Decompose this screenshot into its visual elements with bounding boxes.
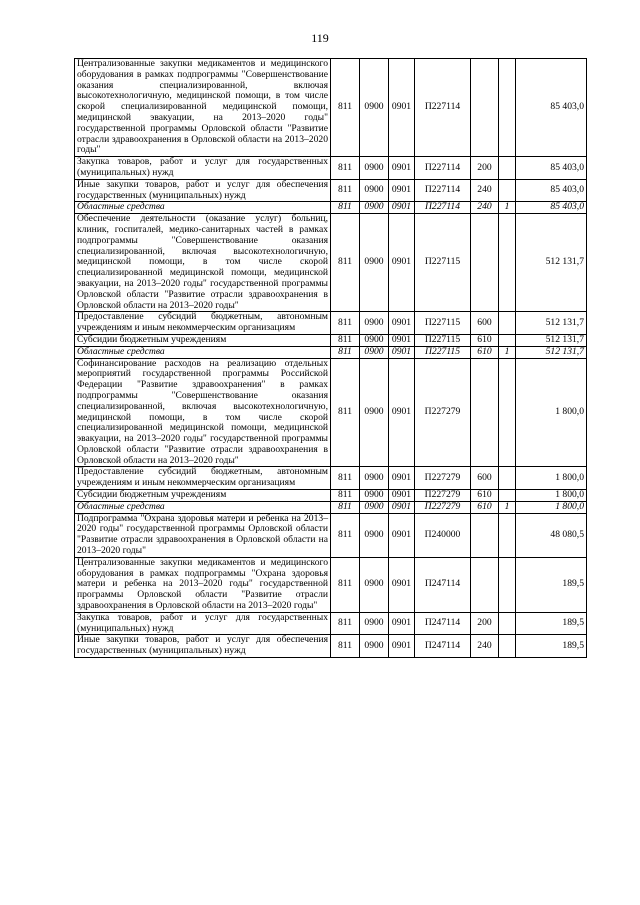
table-row xyxy=(75,312,587,335)
row-department-code: 811 xyxy=(331,467,360,490)
row-section-code: 0900 xyxy=(360,334,389,346)
table-row xyxy=(75,501,587,513)
table-row xyxy=(75,202,587,214)
row-description: Областные средства xyxy=(75,202,331,214)
row-section-code: 0900 xyxy=(360,214,389,312)
row-department-code: 811 xyxy=(331,312,360,335)
row-subsection-code: 0901 xyxy=(389,467,415,490)
row-description: Централизованные закупки медикаментов и медицинского оборудования в рамках подпрограммы "Совершенствование оказания специализированной, включая высокотехнологичную, медицинской помощи, в том числе скорой специализированной медицинской помощи, медицинской эвакуации, на 2013–2020 годы" государственной программы Орловской области "Развитие отрасли здравоохранения в Орловской области на 2013–2020 годы" xyxy=(75,59,331,157)
row-description: Иные закупки товаров, работ и услуг для обеспечения государственных (муниципальных) нужд xyxy=(75,179,331,202)
row-subsection-code: 0901 xyxy=(389,501,415,513)
row-subsection-code: 0901 xyxy=(389,179,415,202)
row-subsection-code: 0901 xyxy=(389,346,415,358)
row-target-article: П227115 xyxy=(415,334,471,346)
row-department-code: 811 xyxy=(331,214,360,312)
row-target-article: П227115 xyxy=(415,346,471,358)
row-subsection-code: 0901 xyxy=(389,490,415,502)
page-number: 119 xyxy=(311,31,329,45)
row-expense-type: 610 xyxy=(471,334,499,346)
row-description: Субсидии бюджетным учреждениям xyxy=(75,490,331,502)
row-amount: 85 403,0 xyxy=(516,157,587,180)
row-description: Иные закупки товаров, работ и услуг для обеспечения государственных (муниципальных) нужд xyxy=(75,635,331,658)
row-funding-source: 1 xyxy=(499,501,516,513)
row-funding-source xyxy=(499,358,516,467)
row-target-article: П227114 xyxy=(415,157,471,180)
row-expense-type: 240 xyxy=(471,202,499,214)
row-amount: 189,5 xyxy=(516,635,587,658)
row-subsection-code: 0901 xyxy=(389,612,415,635)
row-expense-type: 610 xyxy=(471,490,499,502)
row-description: Предоставление субсидий бюджетным, автономным учреждениям и иным некоммерческим организациям xyxy=(75,312,331,335)
row-funding-source xyxy=(499,179,516,202)
row-description: Софинансирование расходов на реализацию отдельных мероприятий государственной программы Российской Федерации "Развитие здравоохранения" в рамках подпрограммы "Совершенствование оказания специализированной, включая высокотехнологичную, медицинской помощи, в том числе скорой специализированной медицинской помощи, медицинской эвакуации, на 2013–2020 годы" государственной программы Орловской области "Развитие отрасли здравоохранения в Орловской области на 2013–2020 годы" xyxy=(75,358,331,467)
row-section-code: 0900 xyxy=(360,346,389,358)
row-description: Областные средства xyxy=(75,346,331,358)
row-description: Областные средства xyxy=(75,501,331,513)
row-department-code: 811 xyxy=(331,358,360,467)
row-funding-source xyxy=(499,490,516,502)
row-section-code: 0900 xyxy=(360,557,389,612)
row-expense-type: 200 xyxy=(471,612,499,635)
row-amount: 189,5 xyxy=(516,557,587,612)
row-subsection-code: 0901 xyxy=(389,358,415,467)
row-target-article: П227279 xyxy=(415,490,471,502)
row-funding-source xyxy=(499,214,516,312)
row-section-code: 0900 xyxy=(360,513,389,557)
row-target-article: П247114 xyxy=(415,557,471,612)
row-department-code: 811 xyxy=(331,557,360,612)
row-amount: 512 131,7 xyxy=(516,214,587,312)
row-section-code: 0900 xyxy=(360,635,389,658)
row-department-code: 811 xyxy=(331,179,360,202)
row-description: Обеспечение деятельности (оказание услуг) больниц, клиник, госпиталей, медико-санитарных частей в рамках подпрограммы "Совершенствование оказания специализированной, включая высокотехнологичную, медицинской помощи, в том числе скорой специализированной медицинской помощи, медицинской эвакуации, на 2013–2020 годы" государственной программы Орловской области "Развитие отрасли здравоохранения в Орловской области на 2013–2020 годы" xyxy=(75,214,331,312)
row-funding-source xyxy=(499,513,516,557)
row-description: Закупка товаров, работ и услуг для государственных (муниципальных) нужд xyxy=(75,157,331,180)
row-target-article: П247114 xyxy=(415,635,471,658)
row-amount: 512 131,7 xyxy=(516,334,587,346)
row-expense-type: 200 xyxy=(471,157,499,180)
row-funding-source xyxy=(499,467,516,490)
row-subsection-code: 0901 xyxy=(389,312,415,335)
row-description: Субсидии бюджетным учреждениям xyxy=(75,334,331,346)
row-target-article: П240000 xyxy=(415,513,471,557)
row-department-code: 811 xyxy=(331,157,360,180)
row-amount: 1 800,0 xyxy=(516,467,587,490)
row-target-article: П227114 xyxy=(415,179,471,202)
row-amount: 85 403,0 xyxy=(516,202,587,214)
row-amount: 85 403,0 xyxy=(516,179,587,202)
row-expense-type: 600 xyxy=(471,467,499,490)
row-description: Централизованные закупки медикаментов и медицинского оборудования в рамках подпрограммы "Охрана здоровья матери и ребенка на 2013–2020 годы" государственной программы Орловской области "Развитие отрасли здравоохранения в Орловской области на 2013–2020 годы" xyxy=(75,557,331,612)
row-description: Предоставление субсидий бюджетным, автономным учреждениям и иным некоммерческим организациям xyxy=(75,467,331,490)
row-expense-type xyxy=(471,358,499,467)
table-row xyxy=(75,157,587,180)
row-subsection-code: 0901 xyxy=(389,334,415,346)
row-funding-source: 1 xyxy=(499,346,516,358)
table-row xyxy=(75,179,587,202)
row-subsection-code: 0901 xyxy=(389,214,415,312)
row-expense-type xyxy=(471,557,499,612)
row-subsection-code: 0901 xyxy=(389,202,415,214)
row-funding-source xyxy=(499,334,516,346)
row-section-code: 0900 xyxy=(360,179,389,202)
row-expense-type xyxy=(471,214,499,312)
row-funding-source xyxy=(499,312,516,335)
row-expense-type: 600 xyxy=(471,312,499,335)
row-department-code: 811 xyxy=(331,490,360,502)
row-amount: 1 800,0 xyxy=(516,490,587,502)
table-row xyxy=(75,214,587,312)
row-section-code: 0900 xyxy=(360,467,389,490)
row-amount: 512 131,7 xyxy=(516,312,587,335)
row-amount: 85 403,0 xyxy=(516,59,587,157)
row-expense-type: 610 xyxy=(471,501,499,513)
row-section-code: 0900 xyxy=(360,202,389,214)
row-funding-source xyxy=(499,612,516,635)
row-target-article: П247114 xyxy=(415,612,471,635)
row-department-code: 811 xyxy=(331,346,360,358)
row-section-code: 0900 xyxy=(360,490,389,502)
row-target-article: П227115 xyxy=(415,312,471,335)
row-subsection-code: 0901 xyxy=(389,513,415,557)
row-funding-source: 1 xyxy=(499,202,516,214)
table-row xyxy=(75,467,587,490)
row-target-article: П227115 xyxy=(415,214,471,312)
row-funding-source xyxy=(499,557,516,612)
row-section-code: 0900 xyxy=(360,157,389,180)
row-department-code: 811 xyxy=(331,513,360,557)
table-row xyxy=(75,358,587,467)
row-amount: 512 131,7 xyxy=(516,346,587,358)
row-target-article: П227114 xyxy=(415,202,471,214)
row-section-code: 0900 xyxy=(360,312,389,335)
table-row xyxy=(75,612,587,635)
row-department-code: 811 xyxy=(331,334,360,346)
row-subsection-code: 0901 xyxy=(389,59,415,157)
row-amount: 1 800,0 xyxy=(516,358,587,467)
row-section-code: 0900 xyxy=(360,59,389,157)
table-row xyxy=(75,346,587,358)
row-section-code: 0900 xyxy=(360,501,389,513)
row-expense-type: 240 xyxy=(471,179,499,202)
row-department-code: 811 xyxy=(331,612,360,635)
row-amount: 1 800,0 xyxy=(516,501,587,513)
row-target-article: П227279 xyxy=(415,501,471,513)
row-description: Подпрограмма "Охрана здоровья матери и ребенка на 2013–2020 годы" государственной программы Орловской области "Развитие отрасли здравоохранения в Орловской области на 2013–2020 годы" xyxy=(75,513,331,557)
budget-table xyxy=(74,58,587,658)
table-row xyxy=(75,513,587,557)
row-amount: 48 080,5 xyxy=(516,513,587,557)
row-expense-type xyxy=(471,59,499,157)
row-target-article: П227114 xyxy=(415,59,471,157)
row-department-code: 811 xyxy=(331,635,360,658)
row-section-code: 0900 xyxy=(360,612,389,635)
row-funding-source xyxy=(499,635,516,658)
row-section-code: 0900 xyxy=(360,358,389,467)
table-row xyxy=(75,557,587,612)
row-expense-type xyxy=(471,513,499,557)
row-subsection-code: 0901 xyxy=(389,157,415,180)
row-funding-source xyxy=(499,59,516,157)
row-target-article: П227279 xyxy=(415,467,471,490)
table-row xyxy=(75,334,587,346)
row-subsection-code: 0901 xyxy=(389,557,415,612)
table-row xyxy=(75,59,587,157)
row-expense-type: 240 xyxy=(471,635,499,658)
table-row xyxy=(75,490,587,502)
row-funding-source xyxy=(499,157,516,180)
row-subsection-code: 0901 xyxy=(389,635,415,658)
row-amount: 189,5 xyxy=(516,612,587,635)
row-department-code: 811 xyxy=(331,202,360,214)
row-expense-type: 610 xyxy=(471,346,499,358)
row-department-code: 811 xyxy=(331,501,360,513)
row-description: Закупка товаров, работ и услуг для государственных (муниципальных) нужд xyxy=(75,612,331,635)
row-department-code: 811 xyxy=(331,59,360,157)
row-target-article: П227279 xyxy=(415,358,471,467)
table-row xyxy=(75,635,587,658)
